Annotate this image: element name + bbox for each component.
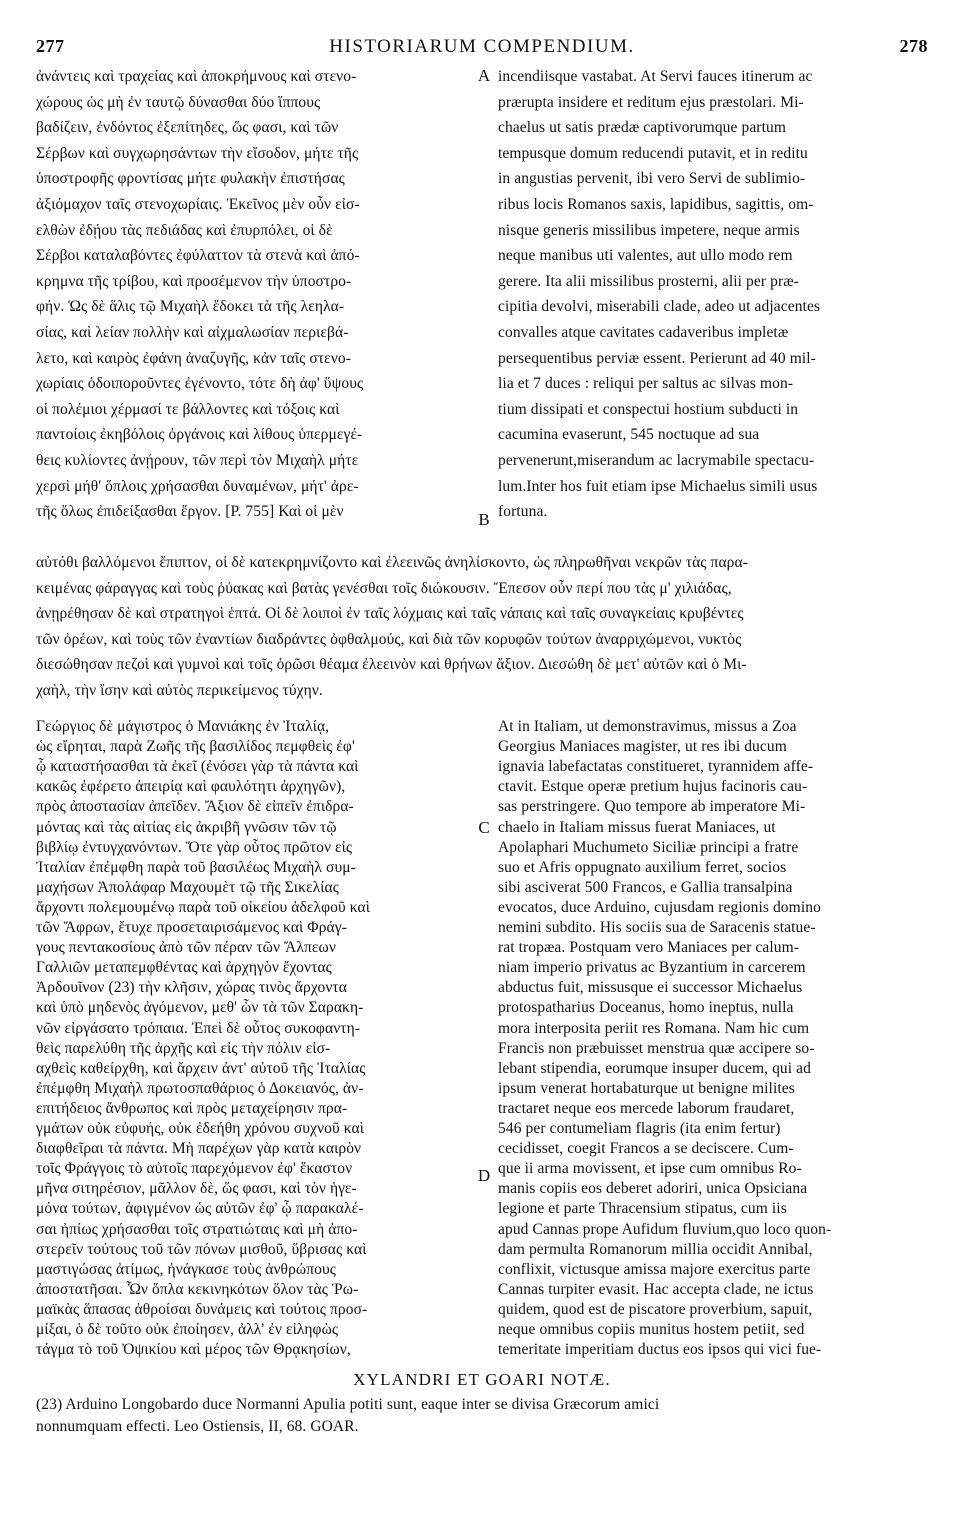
greek-text-line: παντοίοις ἐκηβόλοις ὀργάνοις καὶ λίθους ὑπερμεγέ-: [36, 426, 363, 444]
latin-text-line: Georgius Maniaces magister, ut res ibi ducum: [498, 738, 787, 756]
latin-text-line: in angustias pervenit, ibi vero Servi de sublimio-: [498, 170, 806, 188]
greek-text-line: ἀποστατῆσαι. Ὧν ὅπλα κεκινηκότων ὅλον τὰς Ῥω-: [36, 1280, 359, 1298]
greek-text-line: Ἀρδουῖνον (23) τὴν κλῆσιν, χώρας τινὸς ἄρχοντα: [36, 979, 347, 997]
greek-text-line: οἱ πολέμιοι χέρμασί τε βάλλοντες καὶ τόξοις καὶ: [36, 400, 340, 418]
greek-text-line: νῶν εἰργάσατο τρόπαια. Ἐπεὶ δὲ οὗτος συκοφαντη-: [36, 1019, 361, 1037]
latin-text-line: lum.Inter hos fuit etiam ipse Michaelus simili usus: [498, 477, 818, 495]
greek-text-line: μόνα τούτων, ἀφιγμένον ὡς αὐτῶν ἐφ' ᾧ παρακαλέ-: [36, 1200, 364, 1218]
margin-marker-c: C: [478, 818, 490, 837]
latin-text-line: Apolaphari Muchumeto Siciliæ principi a fratre: [498, 838, 799, 856]
greek-text-line: ὑποστροφῆς φροντίσας μήτε φυλακὴν ἐπιστήσας: [36, 170, 345, 188]
greek-text-line: τῶν ὀρέων, καὶ τοὺς τῶν ἐναντίων διαδράντες ὀφθαλμούς, καὶ διὰ τῶν κορυφῶν τούτων ἀναρριχώμενοι, νυκτὸς: [36, 630, 742, 648]
latin-text-line: niam imperio privatus ac Byzantium in carcerem: [498, 959, 806, 977]
greek-text-line: Ἰταλίαν ἐπέμφθη παρὰ τοῦ βασιλέως Μιχαὴλ συμ-: [36, 858, 356, 876]
greek-text-line: ᾧ καταστήσασθαι τὰ ἐκεῖ (ἐνόσει γὰρ τὰ πάντα καὶ: [36, 758, 359, 776]
greek-text-line: διεσώθησαν πεζοὶ καὶ γυμνοὶ καὶ τοῖς ὁρῶσι θέαμα ἐλεεινὸν καὶ θρήνων ἄξιον. Διεσώθη δὲ μετ' αὐτῶν καὶ ὁ Μι-: [36, 656, 747, 674]
latin-text-line: mora interposita periit res Romana. Nam hic cum: [498, 1019, 810, 1037]
latin-text-line: dam permulta Romanorum millia occidit Annibal,: [498, 1240, 813, 1258]
greek-text-line: ἐπέμφθη Μιχαὴλ πρωτοσπαθάριος ὁ Δοκειανός, ἀν-: [36, 1079, 364, 1097]
page-number-left: 277: [36, 36, 65, 56]
greek-text-line: μίξαι, ὁ δὲ τοῦτο οὐκ ἐποίησεν, ἀλλ' ἐν εἰληφὼς: [36, 1321, 339, 1338]
greek-text-line: πρὸς ἀποστασίαν ἀπεῖδεν. Ἄξιον δὲ εἰπεῖν ἐπιδρα-: [36, 798, 354, 816]
greek-text-line: αχθεὶς καθείρχθη, καὶ ἄρχειν ἀντ' αὐτοῦ τῆς Ἰταλίας: [36, 1059, 366, 1077]
greek-text-line: μαστιγώσας ἀτίμως, ἠνάγκασε τοὺς ἀνθρώπους: [36, 1260, 337, 1278]
footnote-block: [36, 1396, 928, 1446]
greek-text-line: γους πεντακοσίους ἀπὸ τῶν πέραν τῶν Ἄλπεων: [36, 939, 336, 957]
greek-text-line: γμάτων οὐκ εὐφυής, οὐκ ἐδεήθη χρόνου συχνοῦ καὶ: [36, 1120, 364, 1137]
latin-text-line: ribus locis Romanos saxis, lapidibus, sagittis, om-: [498, 196, 814, 213]
running-title: HISTORIARUM COMPENDIUM.: [329, 36, 635, 57]
latin-text-line: legione et parte Thracensium stipatus, cum iis: [498, 1200, 787, 1218]
greek-text-line: Γαλλιῶν μεταπεμφθέντας καὶ ἀρχηγὸν ἔχοντας: [36, 959, 332, 977]
latin-text-line: incendiisque vastabat. At Servi fauces itinerum ac: [498, 68, 813, 85]
latin-text-line: protospatharius Doceanus, homo ineptus, nulla: [498, 999, 794, 1017]
footnote-line: (23) Arduino Longobardo duce Normanni Apulia potiti sunt, eaque inter se divisa Græcorum amici: [36, 1396, 660, 1413]
latin-text-line: ctavit. Estque operæ pretium hujus facinoris cau-: [498, 778, 808, 796]
latin-text-line: temeritate imperitiam ductus eos ipsos qui vici fue-: [498, 1341, 822, 1359]
greek-text-line: καὶ ὑπὸ μηδενὸς ἀγόμενον, μεθ' ὧν τὰ τῶν Σαρακη-: [36, 999, 364, 1017]
latin-text-line: nisque generis missilibus impetere, neque armis: [498, 221, 800, 239]
latin-text-line: lia et 7 duces : reliqui per saltus ac silvas mon-: [498, 375, 794, 393]
greek-text-line: μαϊκὰς ἅπασας ἀθροίσαι δυνάμεις καὶ τούτοις προσ-: [36, 1300, 368, 1318]
greek-text-line: διαφθεῖραι τὰ πάντα. Μὴ παρέχων γὰρ κατὰ καιρὸν: [36, 1140, 362, 1158]
margin-marker-a: A: [477, 66, 491, 85]
margin-marker-b: B: [478, 510, 490, 529]
latin-text-line: tium dissipati et conspectui hostium subducti in: [498, 400, 799, 418]
latin-text-line: abductus fuit, missusque ei successor Michaelus: [498, 979, 803, 997]
greek-text-line: τῶν Ἄφρων, ἔτυχε προσεταιρισάμενος καὶ Φράγ-: [36, 919, 347, 936]
latin-text-line: cipitia devolvi, miserabili clade, adeo ut adjacentes: [498, 298, 821, 316]
latin-text-line: que ii arma movissent, et ipse cum omnibus Ro-: [498, 1160, 802, 1178]
latin-column-top: [498, 68, 930, 528]
latin-text-line: pervenerunt,miserandum ac lacrymabile spectacu-: [498, 452, 815, 469]
greek-text-line: τῆς ὅλως ἐπιδείξασθαι ἔργον. [P. 755] Καὶ οἱ μὲν: [36, 503, 344, 521]
greek-text-line: λετο, καὶ καιρὸς ἐφάνη ἀναζυγῆς, κἀν ταῖς στενο-: [36, 349, 351, 367]
greek-text-line: κειμένας φάραγγας καὶ τοὺς ῥύακας καὶ βατὰς γενέσθαι τοῖς διώκουσιν. Ἔπεσον οὖν περί που τὰς μ' χιλιάδας,: [36, 579, 732, 597]
latin-text-line: chaelo in Italiam missus fuerat Maniaces, ut: [498, 818, 776, 836]
latin-text-line: cecidisset, coegit Francos a se deciscere. Cum-: [498, 1140, 794, 1158]
greek-text-line: ἀξιόμαχον ταῖς στενοχωρίαις. Ἐκεῖνος μὲν οὖν εἰσ-: [36, 196, 360, 213]
greek-text-line: στερεῖν τούτους τοῦ τῶν πόνων μισθοῦ, ὕβρισας καὶ: [36, 1240, 367, 1258]
greek-text-line: θεὶς παρελύθη τῆς ἀρχῆς καὶ εἰς τὴν πόλιν εἰσ-: [36, 1039, 331, 1057]
greek-text-line: τάγμα τὸ τοῦ Ὀψικίου καὶ μέρος τῶν Θρᾳκησίων,: [36, 1341, 351, 1359]
full-width-greek-block: [36, 554, 928, 714]
latin-text-line: lebant stipendia, eorumque insuper ducem, qui ad: [498, 1059, 811, 1077]
greek-text-line: σαι ἠπίως χρήσασθαι τοῖς στρατιώταις καὶ μὴ ἀπο-: [36, 1220, 358, 1238]
latin-text-line: nemini subdito. His sociis sua de Saracenis statue-: [498, 919, 816, 936]
greek-text-line: Σέρβοι καταλαβόντες ἐφύλαττον τὰ στενὰ καὶ ἀπό-: [36, 247, 360, 265]
latin-text-line: tractaret neque eos mercede laborum fraudaret,: [498, 1099, 795, 1117]
greek-text-line: κακῶς ἐφέρετο ἀπειρίᾳ καὶ φαυλότητι ἀρχηγῶν),: [36, 778, 346, 796]
latin-text-line: chaelus ut satis prædæ captivorumque partum: [498, 119, 786, 137]
greek-text-line: κρημνα τῆς τρίβου, καὶ προσέμενον τὴν ὑποστρο-: [36, 272, 352, 290]
latin-text-line: fortuna.: [498, 503, 548, 521]
latin-text-line: persequentibus perviæ essent. Perierunt ad 40 mil-: [498, 349, 816, 367]
greek-text-line: αὐτόθι βαλλόμενοι ἔπιπτον, οἱ δὲ κατεκρημνίζοντο καὶ ἐλεεινῶς ἀνηλίσκοντο, ὡς πληρωθῆναι νεκρῶν τὰς παρα-: [36, 554, 748, 571]
latin-text-line: At in Italiam, ut demonstravimus, missus a Zoa: [498, 718, 797, 735]
latin-text-line: neque omnibus copiis munitus hostem petiit, sed: [498, 1321, 805, 1338]
greek-text-line: μαχήσων Ἀπολάφαρ Μαχουμὲτ τῷ τῆς Σικελίας: [36, 878, 339, 896]
latin-text-line: conflixit, victusque amissa majore exercitus parte: [498, 1260, 811, 1278]
latin-column-bottom: [498, 718, 930, 1368]
page-number-right: 278: [899, 36, 928, 56]
greek-text-line: τοῖς Φράγγοις τὸ αὐτοῖς παρεχόμενον ἐφ' ἕκαστον: [36, 1160, 353, 1178]
greek-text-line: ἀνάντεις καὶ τραχείας καὶ ἀποκρήμνους καὶ στενο-: [36, 68, 357, 85]
greek-text-line: βαδίζειν, ἐνδόντος ἐξεπίτηδες, ὥς φασι, καὶ τῶν: [36, 119, 339, 137]
footnote-line: nonnumquam effecti. Leo Ostiensis, II, 68. GOAR.: [36, 1418, 359, 1435]
greek-text-line: φήν. Ὡς δὲ ἅλις τῷ Μιχαὴλ ἔδοκει τὰ τῆς λεηλα-: [36, 298, 345, 316]
margin-marker-d: D: [477, 1166, 491, 1185]
latin-text-line: Cannas turpiter evasit. Hac accepta clade, ne ictus: [498, 1280, 814, 1298]
notes-heading: XYLANDRI ET GOARI NOTÆ.: [353, 1370, 611, 1389]
greek-text-line: χωρίαις ὁδοιποροῦντες ἐγένοντο, τότε δὴ ἀφ' ὕψους: [36, 375, 364, 393]
greek-text-line: βιβλίῳ ἐντυγχανόντων. Ὅτε γὰρ οὗτος πρῶτον εἰς: [36, 838, 353, 856]
greek-text-line: χαὴλ, τὴν ἴσην καὶ αὐτὸς περικείμενος τύχην.: [36, 682, 323, 699]
latin-text-line: sas perstringere. Quo tempore ab imperatore Mi-: [498, 798, 806, 816]
greek-text-line: σίας, καὶ λείαν πολλὴν καὶ αἰχμαλωσίαν περιεβά-: [36, 324, 349, 341]
latin-text-line: cacumina evaserunt, 545 noctuque ad sua: [498, 426, 760, 444]
latin-text-line: rat tropæa. Postquam vero Maniaces per calum-: [498, 939, 800, 957]
greek-text-line: ὡς εἴρηται, παρὰ Ζωῆς τῆς βασιλίδος πεμφθεὶς ἐφ': [36, 738, 355, 756]
latin-text-line: ignavia labefactatas constitueret, tyrannidem affe-: [498, 758, 814, 776]
greek-text-line: Γεώργιος δὲ μάγιστρος ὁ Μανιάκης ἐν Ἰταλίᾳ,: [36, 718, 330, 735]
latin-text-line: 546 per contumeliam flagris (ita enim fertur): [498, 1120, 781, 1137]
greek-text-line: επιτήδειος ἄνθρωπος καὶ πρὸς μεταχείρησιν πρα-: [36, 1099, 348, 1117]
greek-text-line: θεις κυλίοντες ἀνῄρουν, τῶν περὶ τὸν Μιχαὴλ μήτε: [36, 452, 359, 469]
latin-text-line: prærupta insidere et reditum ejus præstolari. Mi-: [498, 93, 804, 111]
page-header: [36, 36, 928, 62]
greek-column-top: [36, 68, 466, 528]
greek-text-line: ελθὼν ἐδῄου τὰς πεδιάδας καὶ ἐπυρπόλει, οἱ δὲ: [36, 221, 333, 239]
greek-text-line: μόντας καὶ τὰς αἰτίας εἰς ἀκριβῆ γνῶσιν τῶν τῷ: [36, 818, 337, 836]
latin-text-line: sibi asciverat 500 Francos, e Gallia transalpina: [498, 878, 793, 896]
latin-text-line: ipsum venerat hortabaturque ut benigne milites: [498, 1079, 795, 1097]
greek-text-line: ἄρχοντι πολεμουμένῳ παρὰ τοῦ οἰκείου ἀδελφοῦ καὶ: [36, 898, 371, 916]
greek-column-bottom: [36, 718, 466, 1368]
greek-text-line: χώρους ὡς μὴ ἐν ταυτῷ δύνασθαι δύο ἵππους: [36, 93, 321, 111]
greek-text-line: χερσὶ μήθ' ὅπλοις χρήσασθαι δυναμένων, μήτ' ἀρε-: [36, 477, 359, 495]
latin-text-line: convalles atque cavitates cadaveribus impletæ: [498, 324, 789, 341]
greek-text-line: ἀνῃρέθησαν δὲ καὶ στρατηγοὶ ἑπτά. Οἱ δὲ λοιποὶ ἐν ταῖς λόχμαις καὶ ταῖς νάπαις καὶ ταῖς συναγκείαις κρυβέντες: [36, 605, 744, 623]
latin-text-line: evocatos, duce Arduino, cujusdam regionis domino: [498, 898, 821, 916]
latin-text-line: neque manibus uti valentes, aut ullo modo rem: [498, 247, 793, 265]
latin-text-line: Francis non præbuisset menstrua quæ accipere so-: [498, 1039, 815, 1057]
greek-text-line: Σέρβων καὶ συγχωρησάντων τὴν εἴσοδον, μήτε τῆς: [36, 144, 359, 162]
greek-text-line: μῆνα σιτηρέσιον, μᾶλλον δὲ, ὥς φασι, καὶ τὸν ἡγε-: [36, 1180, 357, 1198]
latin-text-line: manis copiis eos deberet adoriri, unica Opsiciana: [498, 1180, 808, 1198]
latin-text-line: quidem, quod est de piscatore proverbium, sapuit,: [498, 1300, 813, 1318]
latin-text-line: gerere. Ita alii missilibus prosterni, alii per præ-: [498, 272, 799, 290]
latin-text-line: tempusque domum reducendi putavit, et in reditu: [498, 144, 808, 162]
latin-text-line: apud Cannas prope Aufidum fluvium,quo loco quon-: [498, 1220, 832, 1238]
latin-text-line: suo et Afris oppugnato auxilium ferret, socios: [498, 858, 787, 876]
